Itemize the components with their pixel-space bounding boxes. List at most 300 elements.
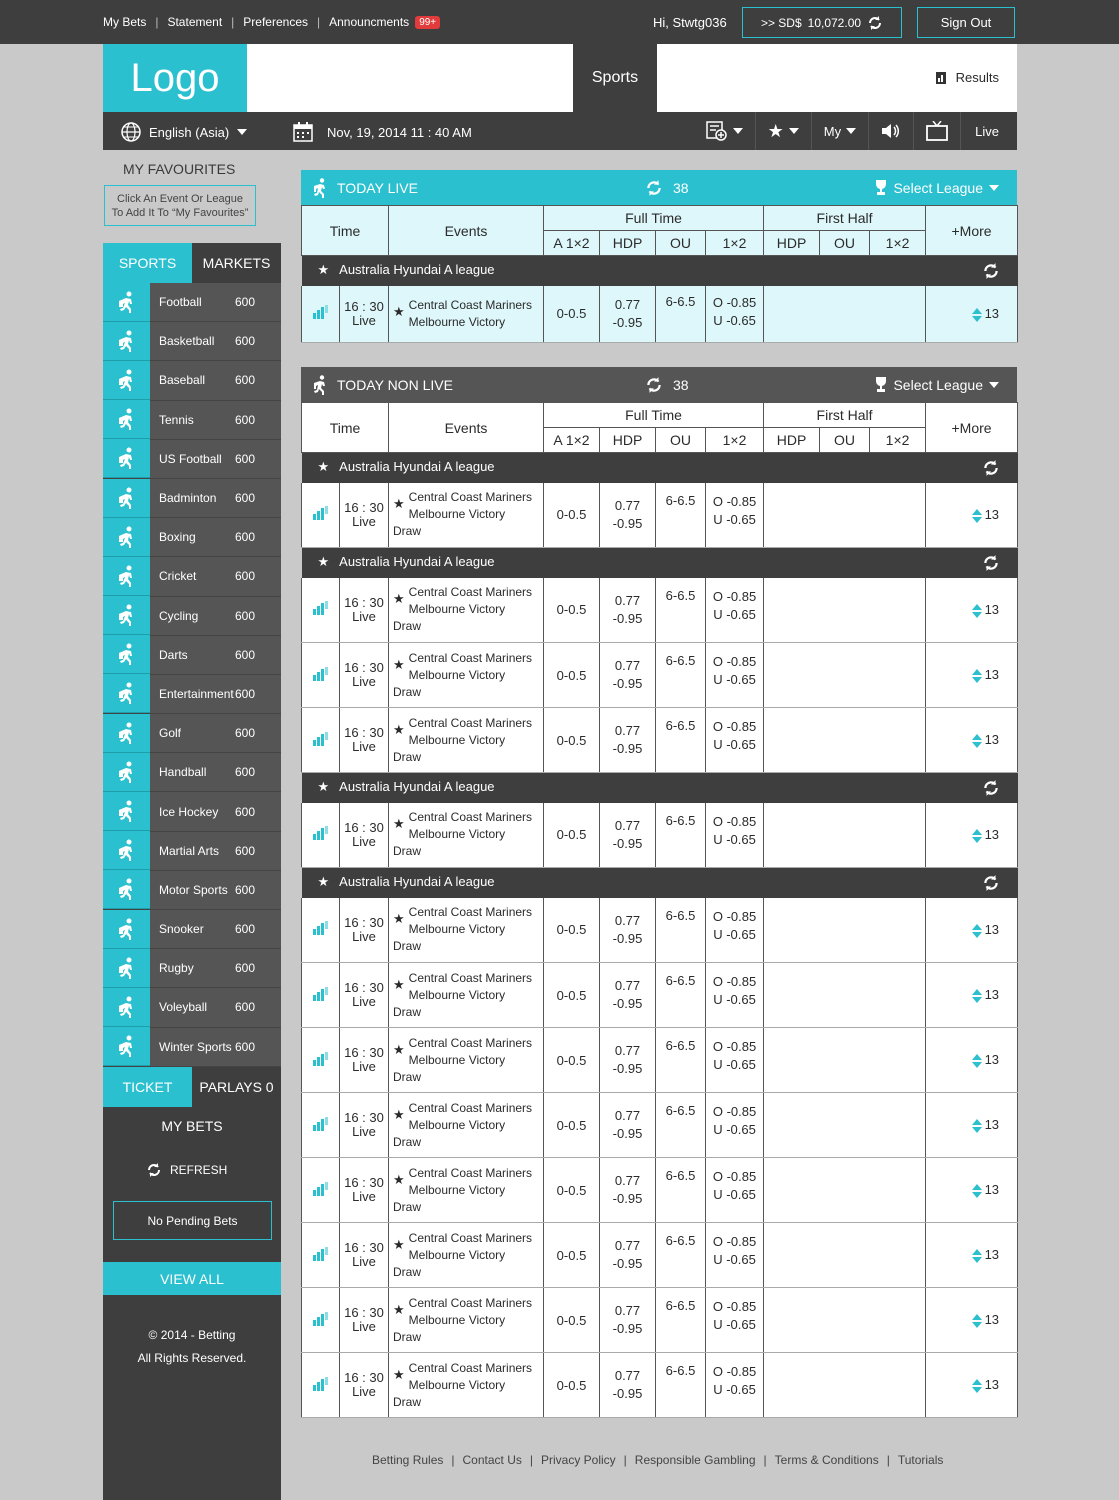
live-link[interactable]: Live: [960, 112, 1017, 150]
sport-name: Handball: [159, 765, 207, 780]
col-events: Events: [389, 403, 544, 453]
odds-a12[interactable]: 0-0.5: [544, 1288, 600, 1353]
odds-1x2[interactable]: [706, 286, 764, 343]
odds-1x2[interactable]: [706, 483, 764, 548]
fh-hdp[interactable]: [764, 1093, 820, 1158]
toolbar: [103, 112, 1017, 150]
event-row[interactable]: [302, 483, 1018, 548]
odds-hdp[interactable]: [600, 708, 656, 773]
nonlive-count-value: 38: [673, 376, 689, 393]
sport-item[interactable]: [103, 871, 281, 910]
star-icon[interactable]: ★: [317, 778, 330, 794]
select-league-dropdown[interactable]: [875, 170, 999, 205]
refresh-icon[interactable]: [982, 262, 1000, 280]
more-markets[interactable]: [926, 483, 1018, 548]
more-markets[interactable]: [926, 898, 1018, 963]
live-count[interactable]: [645, 170, 689, 205]
time-cell: [340, 286, 389, 343]
top-bar: [0, 0, 1119, 44]
col-time: Time: [302, 403, 389, 453]
fh-1x2[interactable]: [870, 963, 926, 1028]
more-markets[interactable]: [926, 1028, 1018, 1093]
top-nav: [103, 15, 440, 29]
fh-ou[interactable]: [820, 1028, 870, 1093]
favourite-star-icon[interactable]: ★: [393, 656, 405, 672]
match-time: 16 : 30: [344, 1240, 384, 1255]
event-row[interactable]: [302, 1158, 1018, 1223]
sport-item[interactable]: [103, 792, 281, 831]
fh-1x2[interactable]: [870, 578, 926, 643]
sound-button[interactable]: [868, 112, 913, 150]
results-link[interactable]: [936, 70, 999, 85]
fh-ou[interactable]: [820, 1353, 870, 1418]
nav-preferences[interactable]: Preferences: [243, 15, 308, 29]
odds-ou[interactable]: 6-6.5: [656, 898, 706, 963]
odds-1x2[interactable]: [706, 898, 764, 963]
odds-value: -0.95: [612, 515, 643, 531]
more-count: 13: [984, 1052, 1000, 1068]
team-name: Draw: [393, 684, 422, 699]
refresh-icon[interactable]: [982, 779, 1000, 797]
odds-ou[interactable]: 6-6.5: [656, 1353, 706, 1418]
sport-name: Motor Sports: [159, 882, 228, 897]
star-icon[interactable]: ★: [317, 458, 330, 474]
fh-1x2[interactable]: [870, 1158, 926, 1223]
sport-item[interactable]: [103, 949, 281, 988]
fh-1x2[interactable]: [870, 483, 926, 548]
stats-icon[interactable]: [313, 987, 329, 1001]
favourite-star-icon[interactable]: ★: [393, 911, 405, 927]
more-markets[interactable]: [926, 1093, 1018, 1158]
match-time: 16 : 30: [344, 1045, 384, 1060]
chevron-down-icon: [989, 185, 999, 191]
stats-cell: [302, 1093, 340, 1158]
odds-ou[interactable]: 6-6.5: [656, 1158, 706, 1223]
fh-1x2[interactable]: [870, 898, 926, 963]
stats-icon[interactable]: [313, 601, 329, 615]
team-name: Melbourne Victory: [408, 987, 506, 1002]
nav-statement[interactable]: Statement: [167, 15, 223, 29]
fh-ou[interactable]: [820, 1288, 870, 1353]
match-status: Live: [352, 608, 376, 624]
odds-1x2[interactable]: [706, 963, 764, 1028]
refresh-icon: [146, 1162, 162, 1178]
stats-icon[interactable]: [313, 1117, 329, 1131]
match-status: Live: [352, 1059, 376, 1074]
odds-hdp[interactable]: [600, 963, 656, 1028]
more-markets[interactable]: [926, 1353, 1018, 1418]
fh-1x2[interactable]: [870, 286, 926, 343]
odds-ou[interactable]: 6-6.5: [656, 1223, 706, 1288]
favourite-star-icon[interactable]: ★: [393, 721, 405, 737]
tab-markets[interactable]: MARKETS: [202, 255, 271, 271]
event-row[interactable]: [302, 286, 1018, 343]
odds-hdp[interactable]: [600, 643, 656, 708]
fh-ou[interactable]: [820, 1223, 870, 1288]
fh-ou[interactable]: [820, 643, 870, 708]
event-row[interactable]: [302, 708, 1018, 773]
col-full-time: Full Time: [544, 206, 764, 231]
favourite-star-icon[interactable]: ★: [393, 1171, 405, 1187]
stats-icon[interactable]: [313, 1377, 329, 1391]
odds-ou[interactable]: 6-6.5: [656, 578, 706, 643]
event-row[interactable]: [302, 898, 1018, 963]
results-icon: [936, 72, 946, 84]
sport-item[interactable]: [103, 753, 281, 792]
nav-my-bets[interactable]: My Bets: [103, 15, 147, 29]
odds-a12[interactable]: 0-0.5: [544, 708, 600, 773]
golf-icon: [103, 714, 150, 753]
footer-link[interactable]: Tutorials: [897, 1453, 944, 1467]
event-cell: [389, 1223, 544, 1288]
stats-icon[interactable]: [313, 1247, 329, 1261]
sport-item[interactable]: [103, 714, 281, 753]
footer-link[interactable]: Privacy Policy: [540, 1453, 616, 1467]
running-man-icon: [313, 178, 329, 198]
odds-hdp[interactable]: [600, 1353, 656, 1418]
event-row[interactable]: [302, 1353, 1018, 1418]
odds-value: 0.77: [614, 1303, 641, 1318]
today-non-live-panel: [301, 367, 1017, 1418]
nonlive-count[interactable]: [645, 367, 689, 402]
league-row[interactable]: [302, 773, 1018, 803]
fh-hdp[interactable]: [764, 803, 820, 868]
fh-1x2[interactable]: [870, 1288, 926, 1353]
team-name: Central Coast Mariners: [408, 1360, 533, 1375]
more-markets[interactable]: [926, 963, 1018, 1028]
stats-cell: [302, 1353, 340, 1418]
odds-1x2[interactable]: [706, 643, 764, 708]
copyright-line: © 2014 - Betting: [148, 1328, 236, 1342]
entertainment-icon: [103, 674, 150, 713]
favourites-button[interactable]: [755, 112, 811, 150]
favourite-star-icon[interactable]: ★: [393, 496, 405, 512]
stats-icon[interactable]: [313, 305, 329, 319]
tv-button[interactable]: [913, 112, 960, 150]
odds-1x2[interactable]: [706, 578, 764, 643]
favourite-star-icon[interactable]: ★: [393, 1236, 405, 1252]
league-row[interactable]: [302, 256, 1018, 286]
tab-sports-list[interactable]: SPORTS: [103, 243, 192, 283]
odds-1x2[interactable]: [706, 1158, 764, 1223]
fh-ou[interactable]: [820, 708, 870, 773]
fh-hdp[interactable]: [764, 1223, 820, 1288]
odds-ou[interactable]: 6-6.5: [656, 1288, 706, 1353]
sport-name: Snooker: [159, 922, 204, 937]
sport-count: 600: [235, 569, 256, 584]
sport-item[interactable]: [103, 401, 281, 440]
fh-1x2[interactable]: [870, 1028, 926, 1093]
odds-a12[interactable]: 0-0.5: [544, 483, 600, 548]
more-markets[interactable]: [926, 1223, 1018, 1288]
more-markets[interactable]: [926, 708, 1018, 773]
sport-count: 600: [235, 922, 256, 937]
select-league-dropdown[interactable]: [875, 367, 999, 402]
sport-item[interactable]: [103, 832, 281, 871]
event-row[interactable]: [302, 1223, 1018, 1288]
odds-ou[interactable]: 6-6.5: [656, 643, 706, 708]
more-count: 13: [984, 921, 1000, 937]
league-row[interactable]: [302, 548, 1018, 578]
logo[interactable]: Logo: [103, 44, 247, 112]
odds-value: U -0.65: [713, 926, 756, 942]
odds-value: O -0.85: [712, 1364, 757, 1379]
sport-item[interactable]: [103, 675, 281, 714]
odds-a12[interactable]: 0-0.5: [544, 1353, 600, 1418]
more-markets[interactable]: [926, 643, 1018, 708]
odds-a12[interactable]: 0-0.5: [544, 1028, 600, 1093]
favourite-star-icon[interactable]: ★: [393, 1366, 405, 1382]
sport-item[interactable]: [103, 597, 281, 636]
calendar-icon: [293, 122, 313, 142]
stats-icon[interactable]: [313, 1182, 329, 1196]
stats-icon[interactable]: [313, 732, 329, 746]
time-cell: [340, 1158, 389, 1223]
view-all-button[interactable]: VIEW ALL: [103, 1262, 281, 1295]
select-league-label: Select League: [893, 376, 983, 393]
sport-item[interactable]: [103, 988, 281, 1027]
favourite-star-icon[interactable]: ★: [393, 976, 405, 992]
favourite-star-icon[interactable]: ★: [393, 1301, 405, 1317]
odds-hdp[interactable]: [600, 483, 656, 548]
odds-value: O -0.85: [712, 813, 757, 829]
sport-item[interactable]: [103, 479, 281, 518]
team-name: Central Coast Mariners: [408, 1230, 533, 1245]
league-cell: [302, 868, 1018, 898]
event-cell: [389, 483, 544, 548]
favourite-star-icon[interactable]: ★: [393, 591, 405, 607]
fh-hdp[interactable]: [764, 1158, 820, 1223]
odds-a12[interactable]: 0-0.5: [544, 286, 600, 343]
odds-a12[interactable]: 0-0.5: [544, 643, 600, 708]
more-markets[interactable]: [926, 1288, 1018, 1353]
odds-1x2[interactable]: [706, 1288, 764, 1353]
odds-a12[interactable]: 0-0.5: [544, 898, 600, 963]
fh-ou[interactable]: [820, 286, 870, 343]
odds-a12[interactable]: 0-0.5: [544, 1093, 600, 1158]
refresh-icon[interactable]: [867, 15, 883, 31]
footer-link[interactable]: Betting Rules: [372, 1453, 444, 1467]
fh-1x2[interactable]: [870, 803, 926, 868]
fh-hdp[interactable]: [764, 898, 820, 963]
refresh-label: REFRESH: [170, 1163, 228, 1177]
match-status: Live: [352, 833, 376, 849]
sport-item[interactable]: [103, 518, 281, 557]
fh-ou[interactable]: [820, 483, 870, 548]
odds-value: -0.95: [612, 996, 643, 1011]
more-count: 13: [984, 1117, 1000, 1133]
team-name: Draw: [393, 939, 422, 954]
team-name: Melbourne Victory: [408, 827, 506, 842]
refresh-button[interactable]: [146, 1162, 227, 1178]
odds-hdp[interactable]: [600, 286, 656, 343]
odds-hdp[interactable]: [600, 1093, 656, 1158]
odds-1x2[interactable]: [706, 803, 764, 868]
tab-parlays[interactable]: PARLAYS 0: [199, 1079, 274, 1095]
fh-ou[interactable]: [820, 803, 870, 868]
footer-link[interactable]: Terms & Conditions: [774, 1453, 879, 1467]
odds-1x2[interactable]: [706, 708, 764, 773]
odds-value: U -0.65: [713, 511, 756, 527]
odds-ou[interactable]: 6-6.5: [656, 483, 706, 548]
odds-hdp[interactable]: [600, 1288, 656, 1353]
odds-ou[interactable]: 6-6.5: [656, 1093, 706, 1158]
odds-value: -0.95: [612, 314, 643, 330]
footer-link[interactable]: Responsible Gambling: [634, 1453, 756, 1467]
live-odds-table: [301, 205, 1018, 343]
more-count: 13: [984, 506, 1000, 522]
tab-sports[interactable]: Sports: [573, 44, 657, 112]
sort-arrows-icon: [972, 989, 982, 1003]
odds-1x2[interactable]: [706, 1353, 764, 1418]
sport-item[interactable]: [103, 1028, 281, 1067]
sport-item[interactable]: [103, 636, 281, 675]
event-cell: [389, 1028, 544, 1093]
odds-value: 0.77: [614, 296, 641, 312]
fh-1x2[interactable]: [870, 1353, 926, 1418]
favourite-star-icon[interactable]: ★: [393, 1041, 405, 1057]
stats-icon[interactable]: [313, 667, 329, 681]
stats-icon[interactable]: [313, 506, 329, 520]
more-markets[interactable]: [926, 578, 1018, 643]
odds-ou[interactable]: 6-6.5: [656, 1028, 706, 1093]
tab-ticket[interactable]: TICKET: [103, 1067, 192, 1107]
sport-item[interactable]: [103, 361, 281, 400]
fh-hdp[interactable]: [764, 1353, 820, 1418]
odds-a12[interactable]: 0-0.5: [544, 578, 600, 643]
fh-hdp[interactable]: [764, 1288, 820, 1353]
col-sub: HDP: [600, 231, 656, 256]
nonlive-panel-title: [313, 367, 453, 402]
odds-hdp[interactable]: [600, 1028, 656, 1093]
fh-ou[interactable]: [820, 1158, 870, 1223]
sport-item[interactable]: [103, 910, 281, 949]
odds-hdp[interactable]: [600, 1223, 656, 1288]
select-league-label: Select League: [893, 179, 983, 196]
odds-hdp[interactable]: [600, 578, 656, 643]
language-select[interactable]: [121, 122, 247, 142]
team-name: Draw: [393, 1199, 422, 1214]
event-row[interactable]: [302, 1028, 1018, 1093]
fh-1x2[interactable]: [870, 1223, 926, 1288]
fh-hdp[interactable]: [764, 708, 820, 773]
language-label: English (Asia): [149, 124, 230, 140]
fh-hdp[interactable]: [764, 963, 820, 1028]
fh-1x2[interactable]: [870, 708, 926, 773]
stats-icon[interactable]: [313, 826, 329, 840]
odds-view-button[interactable]: [694, 112, 755, 150]
odds-hdp[interactable]: [600, 1158, 656, 1223]
stats-icon[interactable]: [313, 1052, 329, 1066]
star-icon[interactable]: ★: [317, 553, 330, 569]
event-row[interactable]: [302, 643, 1018, 708]
odds-1x2[interactable]: [706, 1223, 764, 1288]
fh-hdp[interactable]: [764, 643, 820, 708]
star-icon[interactable]: ★: [317, 873, 330, 889]
star-icon[interactable]: ★: [317, 261, 330, 277]
odds-value: 0.77: [614, 1238, 641, 1253]
refresh-icon[interactable]: [982, 874, 1000, 892]
odds-ou[interactable]: 6-6.5: [656, 286, 706, 343]
odds-a12[interactable]: 0-0.5: [544, 963, 600, 1028]
fh-ou[interactable]: [820, 963, 870, 1028]
my-menu-button[interactable]: [811, 112, 868, 150]
odds-1x2[interactable]: [706, 1028, 764, 1093]
sort-arrows-icon: [972, 509, 982, 523]
favourite-star-icon[interactable]: ★: [393, 816, 405, 832]
odds-1x2[interactable]: [706, 1093, 764, 1158]
time-cell: [340, 803, 389, 868]
favourite-star-icon[interactable]: ★: [393, 303, 405, 319]
sport-count: 600: [235, 961, 256, 976]
fh-1x2[interactable]: [870, 643, 926, 708]
time-cell: [340, 578, 389, 643]
balance-prefix: >> SD$: [760, 15, 802, 30]
sport-item[interactable]: [103, 322, 281, 361]
more-markets[interactable]: [926, 286, 1018, 343]
sport-count: 600: [235, 726, 256, 741]
team-name: Central Coast Mariners: [408, 970, 533, 985]
odds-ou[interactable]: 6-6.5: [656, 963, 706, 1028]
league-row[interactable]: [302, 453, 1018, 483]
sign-out-button[interactable]: Sign Out: [917, 7, 1015, 38]
footer-link[interactable]: Contact Us: [462, 1453, 522, 1467]
sport-item[interactable]: [103, 440, 281, 479]
refresh-icon[interactable]: [982, 459, 1000, 477]
balance-box[interactable]: [742, 7, 902, 38]
odds-a12[interactable]: 0-0.5: [544, 1223, 600, 1288]
stats-icon[interactable]: [313, 1312, 329, 1326]
odds-value: 0.77: [614, 1043, 641, 1058]
more-markets[interactable]: [926, 803, 1018, 868]
col-sub: A 1×2: [544, 428, 600, 453]
sport-item[interactable]: [103, 283, 281, 322]
time-cell: [340, 1288, 389, 1353]
fh-1x2[interactable]: [870, 1093, 926, 1158]
fh-hdp[interactable]: [764, 286, 820, 343]
sport-item[interactable]: [103, 557, 281, 596]
odds-a12[interactable]: 0-0.5: [544, 803, 600, 868]
event-row[interactable]: [302, 1288, 1018, 1353]
more-markets[interactable]: [926, 1158, 1018, 1223]
fh-ou[interactable]: [820, 578, 870, 643]
nav-announcements[interactable]: Announcments: [329, 15, 410, 29]
stats-icon[interactable]: [313, 921, 329, 935]
odds-a12[interactable]: 0-0.5: [544, 1158, 600, 1223]
odds-hdp[interactable]: [600, 898, 656, 963]
team-name: Central Coast Mariners: [408, 650, 533, 665]
fh-ou[interactable]: [820, 898, 870, 963]
odds-value: U -0.65: [713, 831, 756, 847]
favourite-star-icon[interactable]: ★: [393, 1106, 405, 1122]
fh-ou[interactable]: [820, 1093, 870, 1158]
odds-ou[interactable]: 6-6.5: [656, 708, 706, 773]
fh-hdp[interactable]: [764, 483, 820, 548]
league-row[interactable]: [302, 868, 1018, 898]
odds-ou[interactable]: 6-6.5: [656, 803, 706, 868]
event-row[interactable]: [302, 578, 1018, 643]
event-row[interactable]: [302, 963, 1018, 1028]
refresh-icon[interactable]: [982, 554, 1000, 572]
event-row[interactable]: [302, 1093, 1018, 1158]
odds-hdp[interactable]: [600, 803, 656, 868]
odds-settings-icon: [706, 121, 728, 141]
fh-hdp[interactable]: [764, 1028, 820, 1093]
sport-count: 600: [235, 686, 256, 701]
event-row[interactable]: [302, 803, 1018, 868]
team-name: Melbourne Victory: [408, 1182, 506, 1197]
fh-hdp[interactable]: [764, 578, 820, 643]
